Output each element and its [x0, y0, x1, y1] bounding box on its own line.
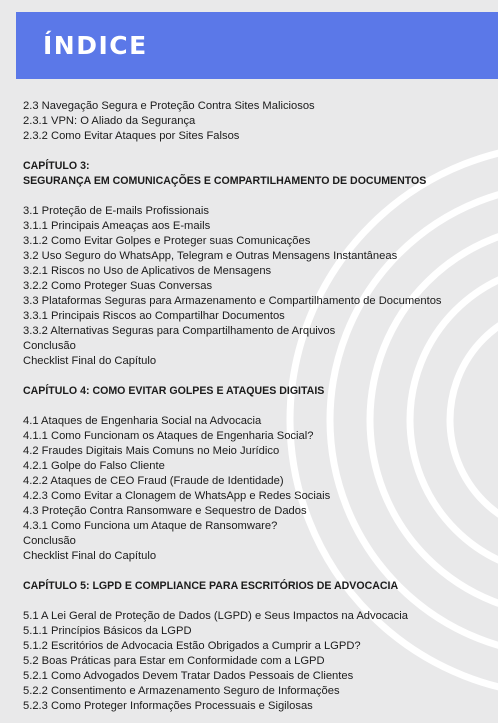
toc-entry[interactable]: 4.1.1 Como Funcionam os Ataques de Engenharia Social?: [23, 430, 314, 442]
toc-entry[interactable]: 3.2.1 Riscos no Uso de Aplicativos de Mensagens: [23, 265, 272, 277]
toc-entry[interactable]: 4.1 Ataques de Engenharia Social na Advocacia: [23, 415, 262, 427]
toc-entry[interactable]: 4.2.2 Ataques de CEO Fraud (Fraude de Identidade): [23, 475, 284, 487]
toc-entry[interactable]: 5.2.1 Como Advogados Devem Tratar Dados Pessoais de Clientes: [23, 670, 354, 682]
toc-entry[interactable]: 3.1.2 Como Evitar Golpes e Proteger suas Comunicações: [23, 235, 311, 247]
title-banner: [16, 12, 498, 79]
toc-entry[interactable]: 3.3.1 Principais Riscos ao Compartilhar Documentos: [23, 310, 285, 322]
toc-entry[interactable]: 5.2.2 Consentimento e Armazenamento Seguro de Informações: [23, 685, 340, 697]
toc-entry[interactable]: Checklist Final do Capítulo: [23, 355, 157, 367]
toc-entry[interactable]: 3.2 Uso Seguro do WhatsApp, Telegram e Outras Mensagens Instantâneas: [23, 250, 398, 262]
toc-entry[interactable]: 4.2.1 Golpe do Falso Cliente: [23, 460, 165, 472]
page-title: ÍNDICE: [43, 31, 148, 60]
toc-entry[interactable]: Checklist Final do Capítulo: [23, 550, 157, 562]
toc-entry[interactable]: 2.3.1 VPN: O Aliado da Segurança: [23, 115, 196, 127]
chapter-3-heading[interactable]: CAPÍTULO 3:: [23, 160, 90, 172]
toc-entry[interactable]: 5.1.2 Escritórios de Advocacia Estão Obrigados a Cumprir a LGPD?: [23, 640, 361, 652]
toc-entry[interactable]: 5.2.3 Como Proteger Informações Processuais e Sigilosas: [23, 700, 313, 712]
chapter-3-heading-subtitle[interactable]: SEGURANÇA EM COMUNICAÇÕES E COMPARTILHAMENTO DE DOCUMENTOS: [23, 175, 427, 187]
toc-entry[interactable]: 4.2 Fraudes Digitais Mais Comuns no Meio Jurídico: [23, 445, 280, 457]
toc-entry[interactable]: 5.1 A Lei Geral de Proteção de Dados (LGPD) e Seus Impactos na Advocacia: [23, 610, 408, 622]
toc-entry[interactable]: 2.3 Navegação Segura e Proteção Contra Sites Maliciosos: [23, 100, 315, 112]
toc-entry[interactable]: 3.3 Plataformas Seguras para Armazenamento e Compartilhamento de Documentos: [23, 295, 442, 307]
toc-entry[interactable]: 4.3 Proteção Contra Ransomware e Sequestro de Dados: [23, 505, 307, 517]
chapter-4-heading[interactable]: CAPÍTULO 4: COMO EVITAR GOLPES E ATAQUES DIGITAIS: [23, 385, 325, 397]
chapter-5-heading[interactable]: CAPÍTULO 5: LGPD E COMPLIANCE PARA ESCRITÓRIOS DE ADVOCACIA: [23, 580, 399, 592]
toc-entry[interactable]: 3.3.2 Alternativas Seguras para Compartilhamento de Arquivos: [23, 325, 336, 337]
toc-entry[interactable]: 4.3.1 Como Funciona um Ataque de Ransomware?: [23, 520, 278, 532]
toc-entry[interactable]: 5.2 Boas Práticas para Estar em Conformidade com a LGPD: [23, 655, 325, 667]
toc-entry[interactable]: 5.1.1 Princípios Básicos da LGPD: [23, 625, 192, 637]
toc-entry[interactable]: Conclusão: [23, 535, 76, 547]
table-of-contents: [23, 99, 493, 714]
toc-entry[interactable]: 3.1.1 Principais Ameaças aos E-mails: [23, 220, 211, 232]
toc-entry[interactable]: Conclusão: [23, 340, 76, 352]
toc-entry[interactable]: 3.2.2 Como Proteger Suas Conversas: [23, 280, 213, 292]
toc-entry[interactable]: 3.1 Proteção de E-mails Profissionais: [23, 205, 209, 217]
toc-entry[interactable]: 2.3.2 Como Evitar Ataques por Sites Falsos: [23, 130, 240, 142]
toc-entry[interactable]: 4.2.3 Como Evitar a Clonagem de WhatsApp e Redes Sociais: [23, 490, 331, 502]
